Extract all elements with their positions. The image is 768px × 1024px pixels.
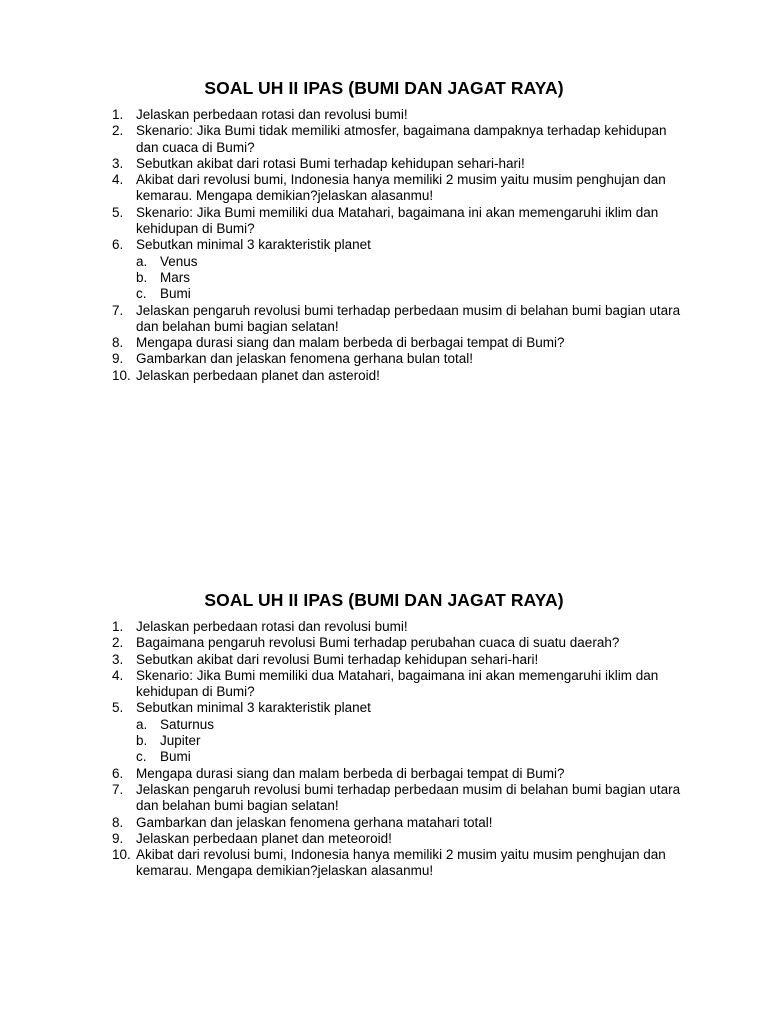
planet-item [136,286,688,302]
question-text: Mengapa durasi siang dan malam berbeda di berbagai tempat di Bumi? [136,765,565,781]
question-text: Akibat dari revolusi bumi, Indonesia hanya memiliki 2 musim yaitu musim penghujan dan kemarau. Mengapa demikian?jelaskan alasanmu! [136,847,666,879]
question-item [0,652,768,668]
planet-letter: b. [136,269,148,285]
question-item [0,766,768,782]
question-item [0,700,768,765]
question-number: 9. [112,830,124,846]
question-text: Skenario: Jika Bumi memiliki dua Matahari, bagaimana ini akan memengaruhi iklim dan kehidupan di Bumi? [136,204,659,237]
question-number: 8. [112,814,124,830]
question-number: 7. [112,302,124,318]
question-item [0,205,768,238]
question-text: Sebutkan akibat dari revolusi Bumi terhadap kehidupan sehari-hari! [136,651,539,667]
question-number: 9. [112,351,124,367]
section-title: SOAL UH II IPAS (BUMI DAN JAGAT RAYA) [204,590,564,610]
question-text: Mengapa durasi siang dan malam berbeda di berbagai tempat di Bumi? [136,335,565,351]
question-text: Akibat dari revolusi bumi, Indonesia hanya memiliki 2 musim yaitu musim penghujan dan kemarau. Mengapa demikian?jelaskan alasanmu! [136,172,666,204]
question-number: 7. [112,781,124,797]
planet-letter: c. [136,749,147,765]
planet-item [136,733,688,749]
question-item [0,123,768,156]
question-text: Gambarkan dan jelaskan fenomena gerhana matahari total! [136,814,493,830]
question-number: 4. [112,667,124,683]
question-number: 1. [112,107,124,122]
exam-section-2 [0,588,768,880]
question-number: 10. [112,847,131,863]
question-text: Jelaskan perbedaan rotasi dan revolusi bumi! [136,107,408,122]
exam-section-1 [0,76,768,384]
question-number: 4. [112,172,124,188]
planet-letter: a. [136,253,148,269]
question-item [0,172,768,205]
question-item [0,668,768,701]
question-number: 2. [112,123,124,139]
question-text: Skenario: Jika Bumi tidak memiliki atmosfer, bagaimana dampaknya terhadap kehidupan dan cuaca di Bumi? [136,123,667,155]
question-item [0,237,768,302]
question-item [0,635,768,651]
planet-name: Bumi [160,749,191,765]
question-number: 3. [112,651,124,667]
question-item [0,107,768,123]
question-number: 3. [112,155,124,171]
question-item [0,619,768,635]
question-number: 6. [112,237,124,253]
planet-name: Saturnus [160,716,215,732]
question-number: 2. [112,635,124,651]
planet-name: Bumi [160,286,191,302]
question-number: 5. [112,204,124,220]
question-item [0,782,768,815]
planet-sublist [136,717,688,766]
question-item [0,303,768,336]
question-item [0,335,768,351]
question-item [0,156,768,172]
question-text: Jelaskan pengaruh revolusi bumi terhadap perbedaan musim di belahan bumi bagian utara dan belahan bumi bagian selatan! [136,781,681,814]
question-text: Jelaskan pengaruh revolusi bumi terhadap perbedaan musim di belahan bumi bagian utara dan belahan bumi bagian selatan! [136,302,681,334]
question-list [0,619,768,880]
question-text: Jelaskan perbedaan planet dan meteoroid! [136,830,392,846]
question-text: Sebutkan minimal 3 karakteristik planet [136,700,371,716]
question-text: Bagaimana pengaruh revolusi Bumi terhadap perubahan cuaca di suatu daerah? [136,635,620,651]
question-number: 1. [112,619,124,634]
question-item [0,831,768,847]
question-item [0,847,768,880]
question-number: 8. [112,335,124,351]
question-item [0,368,768,384]
planet-name: Jupiter [160,733,201,749]
planet-letter: c. [136,286,147,302]
question-number: 6. [112,765,124,781]
section-title: SOAL UH II IPAS (BUMI DAN JAGAT RAYA) [204,78,564,98]
planet-sublist [136,254,688,303]
question-item [0,351,768,367]
question-number: 10. [112,367,131,383]
planet-item [136,717,688,733]
question-text: Jelaskan perbedaan planet dan asteroid! [136,367,380,383]
question-number: 5. [112,700,124,716]
planet-item [136,254,688,270]
question-text: Skenario: Jika Bumi memiliki dua Matahari, bagaimana ini akan memengaruhi iklim dan kehidupan di Bumi? [136,667,659,700]
question-text: Jelaskan perbedaan rotasi dan revolusi bumi! [136,619,408,634]
question-item [0,815,768,831]
planet-name: Venus [160,253,198,269]
planet-letter: b. [136,733,148,749]
planet-name: Mars [160,269,190,285]
planet-item [136,270,688,286]
question-text: Gambarkan dan jelaskan fenomena gerhana bulan total! [136,351,473,367]
question-text: Sebutkan akibat dari rotasi Bumi terhadap kehidupan sehari-hari! [136,155,525,171]
planet-item [136,749,688,765]
question-text: Sebutkan minimal 3 karakteristik planet [136,237,371,253]
question-list [0,107,768,384]
planet-letter: a. [136,716,148,732]
